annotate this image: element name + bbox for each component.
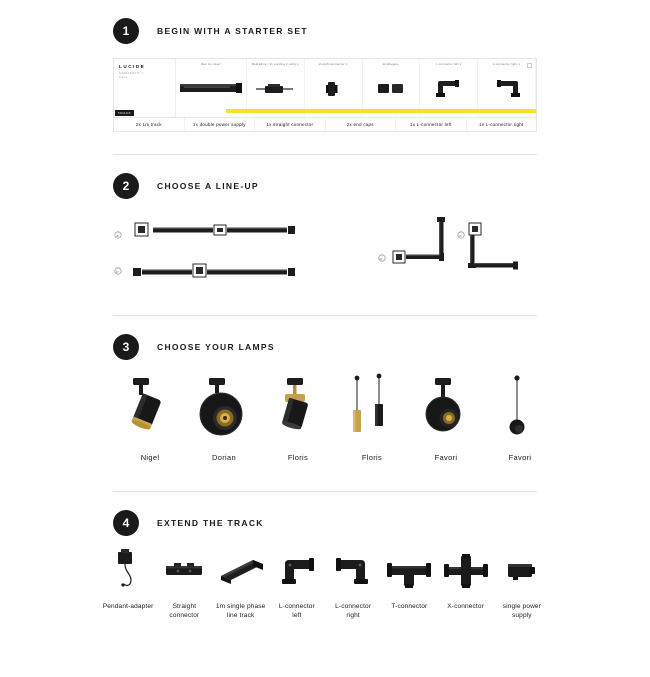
lineup-corner-right (457, 213, 537, 289)
starter-label-l-left: 1x L-connector left (396, 118, 467, 131)
brand-subtitle: STARTERKIT 1 black (119, 71, 144, 80)
step-1-starter-set (0, 0, 650, 132)
straight-connector-icon (313, 75, 353, 101)
lamp-item-nigel[interactable] (113, 370, 187, 463)
lamp-label-dorian: Dorian (212, 453, 236, 462)
lamp-item-dorian[interactable] (187, 370, 261, 463)
svg-text:d: d (459, 233, 462, 238)
svg-text:c: c (380, 256, 383, 261)
accessory-label-line-track: 1m single phase line track (215, 603, 266, 619)
lineup-straight-single (113, 253, 363, 289)
accessory-item-x-connector[interactable] (438, 546, 494, 621)
lineup-options (113, 213, 537, 289)
track-rail-icon (176, 75, 246, 101)
svg-text:b: b (116, 269, 119, 274)
accessory-item-single-power-supply[interactable] (494, 546, 550, 621)
pendant-adapter-icon (100, 546, 156, 594)
step-4-badge: 4 (113, 510, 139, 536)
spot-round-large-icon (187, 370, 261, 444)
power-supply-icon (250, 75, 300, 101)
accessory-label-pendant-adapter: Pendant-adapter (102, 603, 154, 611)
end-cap-icon (368, 75, 414, 101)
single-power-supply-icon (494, 546, 550, 594)
spot-cylinder-gold-icon (261, 370, 335, 444)
brand-name: LUCIDE (119, 64, 146, 69)
spot-globe-icon (409, 370, 483, 444)
accessory-label-straight-connector: Straight connector (169, 603, 200, 619)
starter-label-power-supply: 1x double power supply (185, 118, 256, 131)
banner-caption-track: Rail 1m zwart (201, 63, 221, 66)
step-2-badge: 2 (113, 173, 139, 199)
step-2-title: CHOOSE A LINE-UP (157, 181, 259, 191)
accessory-item-l-connector-right[interactable] (325, 546, 381, 621)
step-1-header (0, 18, 650, 44)
banner-caption-end-caps: Eindkapjes (383, 63, 399, 66)
straight-connector-icon (156, 546, 212, 594)
accessory-item-straight-connector[interactable] (156, 546, 212, 621)
banner-caption-straight-connector: straight-konnector 1 (318, 63, 348, 66)
line-track-icon (213, 546, 269, 594)
step-1-title: BEGIN WITH A STARTER SET (157, 26, 308, 36)
l-connector-left-icon (269, 546, 325, 594)
starter-label-track: 2x 1m track (114, 118, 185, 131)
banner-brand-cell (114, 59, 176, 117)
step-1-badge: 1 (113, 18, 139, 44)
banner-accent-strip (226, 109, 536, 113)
banner-corner-mark (527, 63, 532, 68)
step-2-line-up (0, 155, 650, 289)
step-3-badge: 3 (113, 334, 139, 360)
lamp-item-favori-spot[interactable] (409, 370, 483, 463)
lamp-item-floris-spot[interactable] (261, 370, 335, 463)
accessory-item-line-track[interactable] (213, 546, 269, 621)
starter-label-l-right: 1x L-connector right (478, 122, 524, 127)
accessory-item-t-connector[interactable] (381, 546, 437, 621)
starter-label-end-caps: 2x end caps (326, 118, 397, 131)
step-4-extend-track (0, 492, 650, 621)
step-3-lamps (0, 316, 650, 463)
lamp-grid (113, 370, 537, 463)
l-connector-left-icon (426, 74, 472, 102)
step-3-title: CHOOSE YOUR LAMPS (157, 342, 275, 352)
t-connector-icon (381, 546, 437, 594)
svg-text:a: a (116, 233, 119, 238)
pendant-globe-icon (483, 370, 557, 444)
step-2-header (0, 173, 650, 199)
accessory-label-l-connector-left: L-connector left (278, 603, 315, 619)
lineup-corner-left (377, 213, 457, 289)
banner-caption-power-supply: Bedrading / 2x voeding 2-polig 1 (252, 63, 299, 66)
accessory-item-l-connector-left[interactable] (269, 546, 325, 621)
step-4-header (0, 510, 650, 536)
lamp-label-floris-pendant: Floris (361, 453, 383, 462)
lamp-label-nigel: Nigel (140, 453, 160, 462)
step-3-header (0, 334, 650, 360)
step-4-title: EXTEND THE TRACK (157, 518, 264, 529)
l-connector-right-icon (325, 546, 381, 594)
lamp-item-favori-pendant[interactable] (483, 370, 557, 463)
banner-tag: TRACK (115, 110, 134, 116)
accessory-label-single-power-supply: single power supply (502, 603, 542, 619)
lamp-label-favori-spot: Favori (434, 453, 458, 462)
accessory-item-pendant-adapter[interactable] (100, 546, 156, 621)
starter-label-straight-connector: 1x straight connector (255, 118, 326, 131)
x-connector-icon (438, 546, 494, 594)
spot-cylinder-icon (113, 370, 187, 444)
accessory-grid (100, 546, 550, 621)
lamp-label-favori-pendant: Favori (508, 453, 532, 462)
lineup-straight-group (113, 213, 363, 289)
banner-caption-l-right: L-connector right 1 (493, 63, 521, 66)
accessory-label-x-connector: X-connector (447, 603, 484, 611)
lamp-item-floris-pendant[interactable] (335, 370, 409, 463)
lineup-corner-group (377, 213, 537, 289)
lamp-label-floris-spot: Floris (287, 453, 309, 462)
accessory-label-l-connector-right: L-connector right (335, 603, 372, 619)
pendant-double-cylinder-icon (335, 370, 409, 444)
banner-caption-l-left: L-connector left 1 (436, 63, 462, 66)
starter-set-banner (113, 58, 537, 118)
l-connector-right-icon (484, 74, 530, 102)
starter-set-label-row (113, 118, 537, 132)
lineup-straight-double (113, 213, 363, 249)
accessory-label-t-connector: T-connector (391, 603, 428, 611)
